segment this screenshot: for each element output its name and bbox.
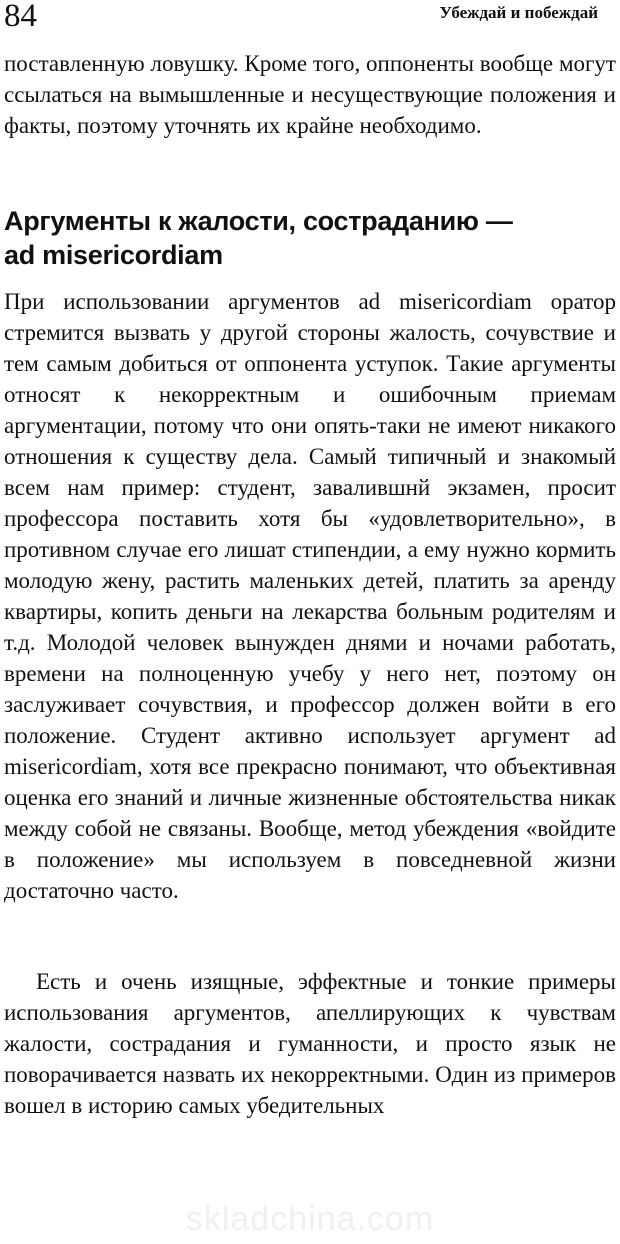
body-paragraph-2 [4,966,616,1121]
section-heading-line1: Аргументы к жалости, состраданию — [4,206,513,236]
watermark: skladchina.com [185,1200,435,1238]
continuation-text: поставленную ловушку. Кроме того, оппоненты вообще могут ссылаться на вымышленные и несуществующие положения и факты, поэтому уточнять их крайне необходимо. [4,51,616,138]
paragraph-2-text: Есть и очень изящные, эффектные и тонкие примеры использования аргументов, апеллирующих к чувствам жалости, сострадания и гуманности, и просто язык не поворачивается назвать их некорректными. Один из примеров вошел в историю самых убедительных [4,969,616,1118]
paragraph-1-text: При использовании аргументов ad misericordiam оратор стремится вызвать у другой стороны жалость, сочувствие и тем самым добиться от оппонента уступок. Такие аргументы относят к некорректным и ошибочным приемам аргументации, потому что они опять-таки не имеют никакого отношения к существу дела. Самый типичный и знакомый всем нам пример: студент, завалившнй экзамен, просит профессора поставить хотя бы «удовлетворительно», в противном случае его лишат стипендии, а ему нужно кормить молодую жену, растить маленьких детей, платить за аренду квартиры, копить деньги на лекарства больным родителям и т.д. Молодой человек вынужден днями и ночами работать, времени на полноценную учебу у него нет, поэтому он заслуживает сочувствия, и профессор должен войти в его положение. Студент активно использует аргумент ad misericordiam, хотя все прекрасно понимают, что объективная оценка его знаний и личные жизненные обстоятельства никак между собой не связаны. Вообще, метод убеждения «войдите в положение» мы используем в повседневной жизни достаточно часто. [4,289,616,903]
page-number: 84 [4,0,37,34]
section-heading-line2: ad misericordiam [4,240,223,270]
continuation-paragraph [4,48,616,141]
body-paragraph-1 [4,286,616,906]
running-title: Убеждай и побеждай [439,3,598,22]
section-heading [4,204,616,272]
